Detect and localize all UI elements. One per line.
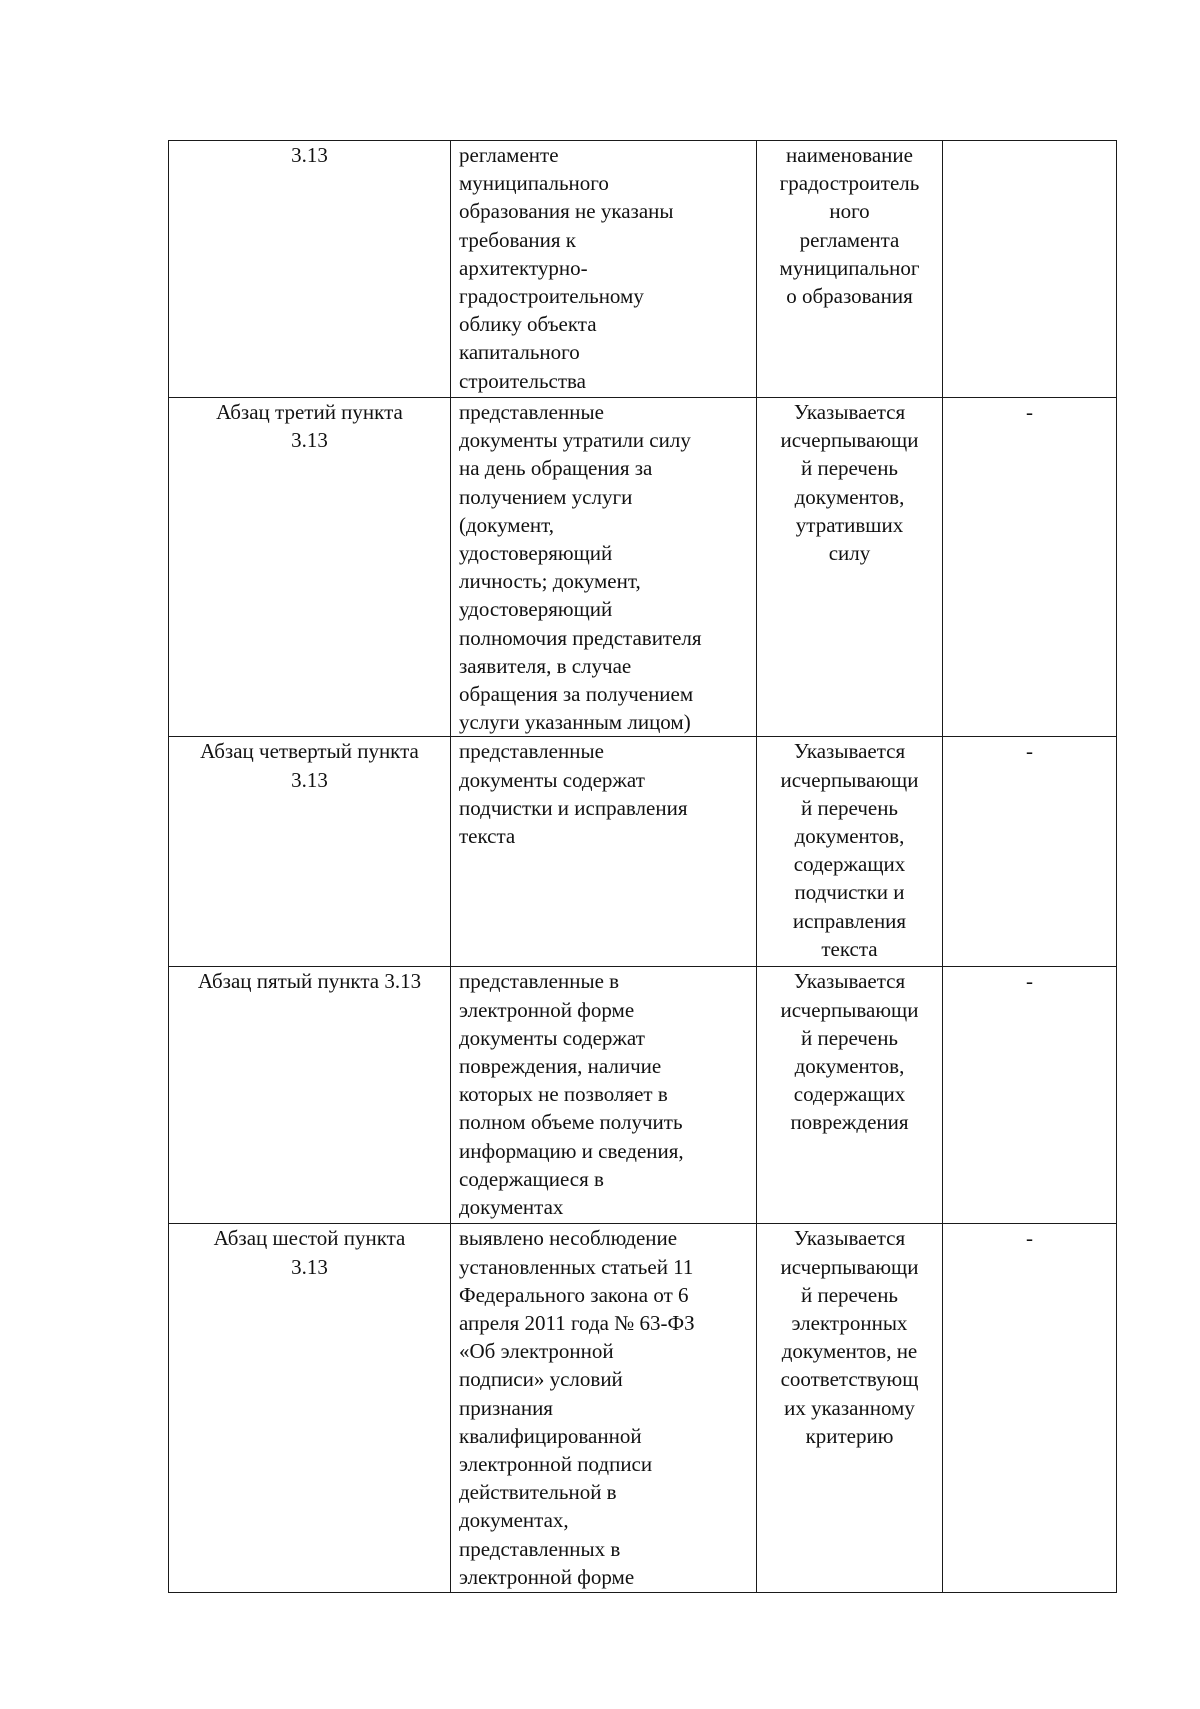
reason-cell: представленные документы содержат подчистки и исправления текста [451, 737, 757, 967]
reason-cell: представленные документы утратили силу на день обращения за получением услуги (документ, удостоверяющий личность; документ, удостоверяющий полномочия представителя заявителя, в случае обращения за получением услуги указанным лицом) [451, 398, 757, 737]
note-cell: - [943, 398, 1117, 737]
explanation-cell: Указывается исчерпывающи й перечень электронных документов, не соответствующ их указанному критерию [757, 1224, 943, 1593]
table-row [169, 1224, 1117, 1593]
refusal-grounds-table [168, 140, 1117, 1593]
table-row [169, 737, 1117, 967]
explanation-cell: наименование градостроитель ного регламента муниципальног о образования [757, 141, 943, 398]
clause-ref-cell: Абзац пятый пункта 3.13 [169, 967, 451, 1224]
reason-cell: представленные в электронной форме документы содержат повреждения, наличие которых не позволяет в полном объеме получить информацию и сведения, содержащиеся в документах [451, 967, 757, 1224]
note-cell: - [943, 1224, 1117, 1593]
table-row [169, 398, 1117, 737]
clause-ref-cell: 3.13 [169, 141, 451, 398]
explanation-cell: Указывается исчерпывающи й перечень документов, утративших силу [757, 398, 943, 737]
clause-ref-cell: Абзац третий пункта 3.13 [169, 398, 451, 737]
table-row [169, 141, 1117, 398]
clause-ref-cell: Абзац шестой пункта 3.13 [169, 1224, 451, 1593]
table-row [169, 967, 1117, 1224]
note-cell: - [943, 737, 1117, 967]
explanation-cell: Указывается исчерпывающи й перечень документов, содержащих подчистки и исправления текста [757, 737, 943, 967]
clause-ref-cell: Абзац четвертый пункта 3.13 [169, 737, 451, 967]
note-cell [943, 141, 1117, 398]
reason-cell: регламенте муниципального образования не указаны требования к архитектурно- градостроительному облику объекта капитального строительства [451, 141, 757, 398]
reason-cell: выявлено несоблюдение установленных статьей 11 Федерального закона от 6 апреля 2011 года № 63-ФЗ «Об электронной подписи» условий признания квалифицированной электронной подписи действительной в документах, представленных в электронной форме [451, 1224, 757, 1593]
explanation-cell: Указывается исчерпывающи й перечень документов, содержащих повреждения [757, 967, 943, 1224]
note-cell: - [943, 967, 1117, 1224]
